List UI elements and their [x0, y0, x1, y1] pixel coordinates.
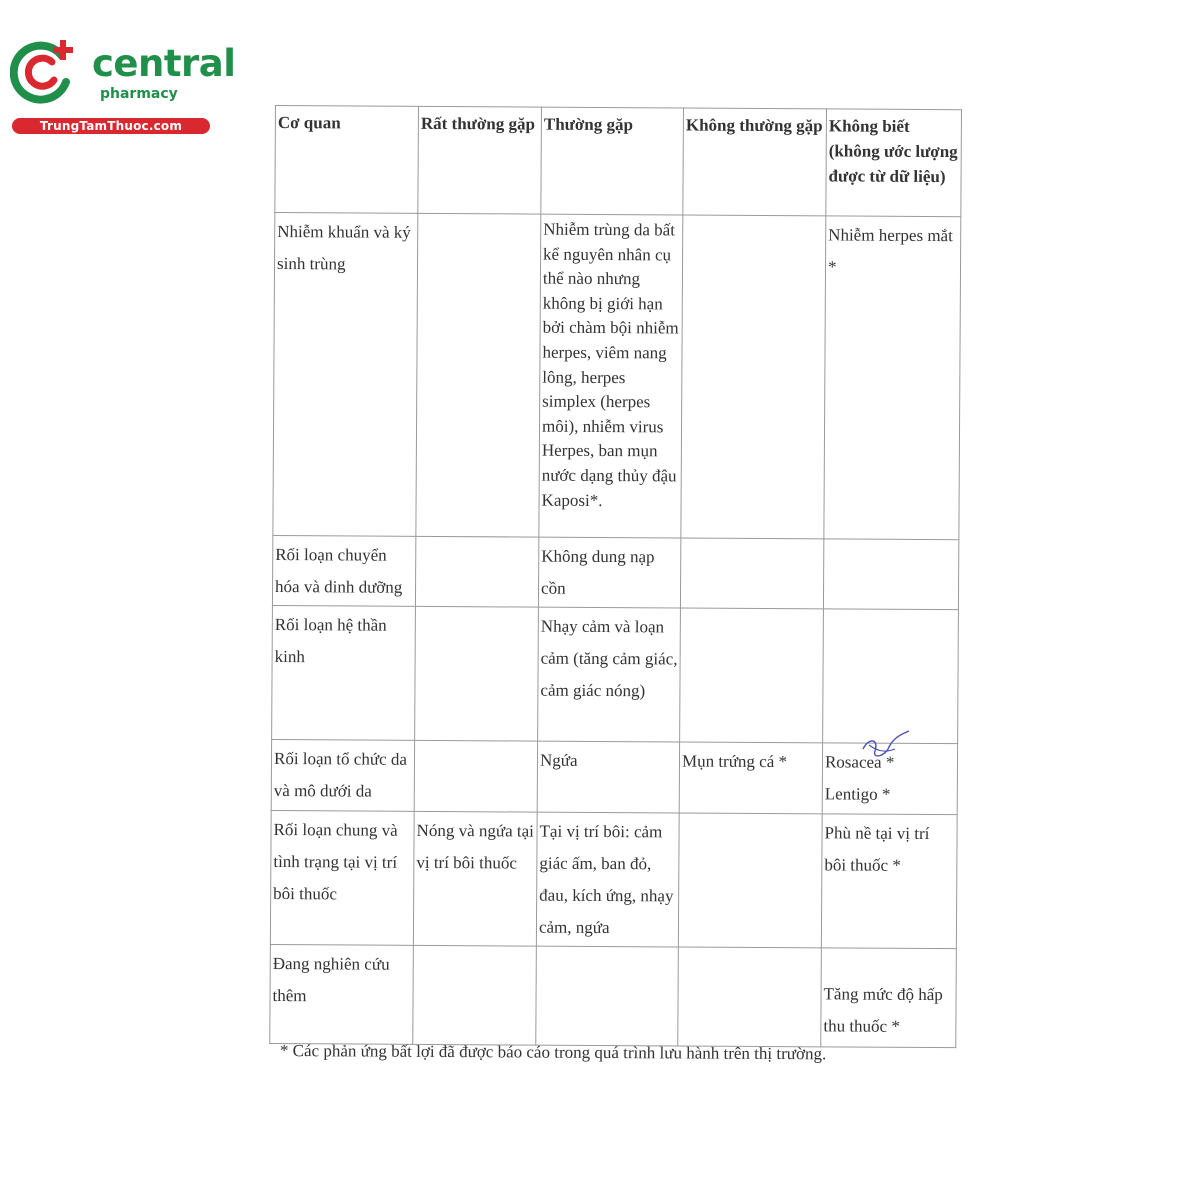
cell-organ: Rối loạn hệ thần kinh — [272, 605, 416, 740]
cell-very-common — [415, 606, 539, 741]
cell-common: Nhạy cảm và loạn cảm (tăng cảm giác, cảm giác nóng) — [538, 607, 681, 742]
cell-common: Ngứa — [537, 741, 679, 813]
cell-uncommon — [680, 608, 824, 743]
central-pharmacy-logo — [10, 36, 236, 136]
header-unknown: Không biết (không ước lượng được từ dữ liệu) — [826, 109, 962, 217]
cell-organ: Rối loạn chung và tình trạng tại vị trí bôi thuốc — [270, 810, 414, 945]
cell-uncommon — [680, 538, 823, 609]
cell-organ: Rối loạn tổ chức da và mô dưới da — [271, 739, 414, 811]
footnote: * Các phản ứng bất lợi đã được báo cáo trong quá trình lưu hành trên thị trường. — [279, 1041, 827, 1064]
cell-uncommon — [678, 813, 822, 948]
cell-common: Nhiễm trùng da bất kể nguyên nhân cụ thể nào nhưng không bị giới hạn bởi chàm bội nhiễm herpes, viêm nang lông, herpes simplex (herpes môi), nhiễm virus Herpes, ban mụn nước dạng thủy đậu Kaposi*. — [539, 214, 683, 538]
adverse-effects-table — [269, 105, 962, 1048]
cell-very-common — [413, 945, 537, 1045]
cell-very-common — [416, 213, 541, 537]
cell-very-common: Nóng và ngứa tại vị trí bôi thuốc — [413, 811, 537, 946]
cell-unknown — [823, 609, 959, 744]
table-row — [272, 605, 959, 743]
table-row — [270, 944, 957, 1047]
cell-unknown: Tăng mức độ hấp thu thuốc * — [821, 948, 957, 1048]
header-common: Thường gặp — [541, 107, 684, 215]
cell-uncommon: Mụn trứng cá * — [679, 742, 822, 814]
cell-uncommon — [681, 215, 826, 539]
table-row — [273, 213, 961, 540]
site-badge: TrungTamThuoc.com — [12, 118, 210, 134]
cell-unknown: Phù nề tại vị trí bôi thuốc * — [821, 814, 957, 949]
pharmacy-cross-logo-icon — [10, 36, 80, 106]
header-very-common: Rất thường gặp — [418, 106, 542, 214]
cell-common — [536, 946, 679, 1046]
cell-organ: Đang nghiên cứu thêm — [270, 944, 414, 1044]
header-uncommon: Không thường gặp — [683, 108, 827, 216]
cell-very-common — [414, 740, 537, 812]
header-organ: Cơ quan — [275, 106, 419, 214]
table-row — [272, 535, 958, 609]
cell-unknown — [823, 539, 958, 610]
cell-unknown: Nhiễm herpes mắt * — [824, 216, 961, 540]
brand-subtitle: pharmacy — [100, 86, 178, 102]
cell-very-common — [415, 536, 538, 607]
cell-uncommon — [678, 947, 822, 1047]
table-header-row — [275, 106, 962, 217]
cell-organ: Nhiễm khuẩn và ký sinh trùng — [273, 213, 418, 537]
cell-unknown: Rosacea * Lentigo * — [822, 743, 957, 815]
brand-name: central — [92, 42, 236, 85]
cell-organ: Rối loạn chuyển hóa và dinh dưỡng — [272, 535, 415, 606]
table-row — [270, 810, 957, 948]
cell-common: Tại vị trí bôi: cảm giác ấm, ban đỏ, đau, kích ứng, nhạy cảm, ngứa — [536, 812, 679, 947]
handwritten-mark-icon — [855, 727, 915, 767]
cell-common: Không dung nạp cồn — [538, 537, 680, 608]
